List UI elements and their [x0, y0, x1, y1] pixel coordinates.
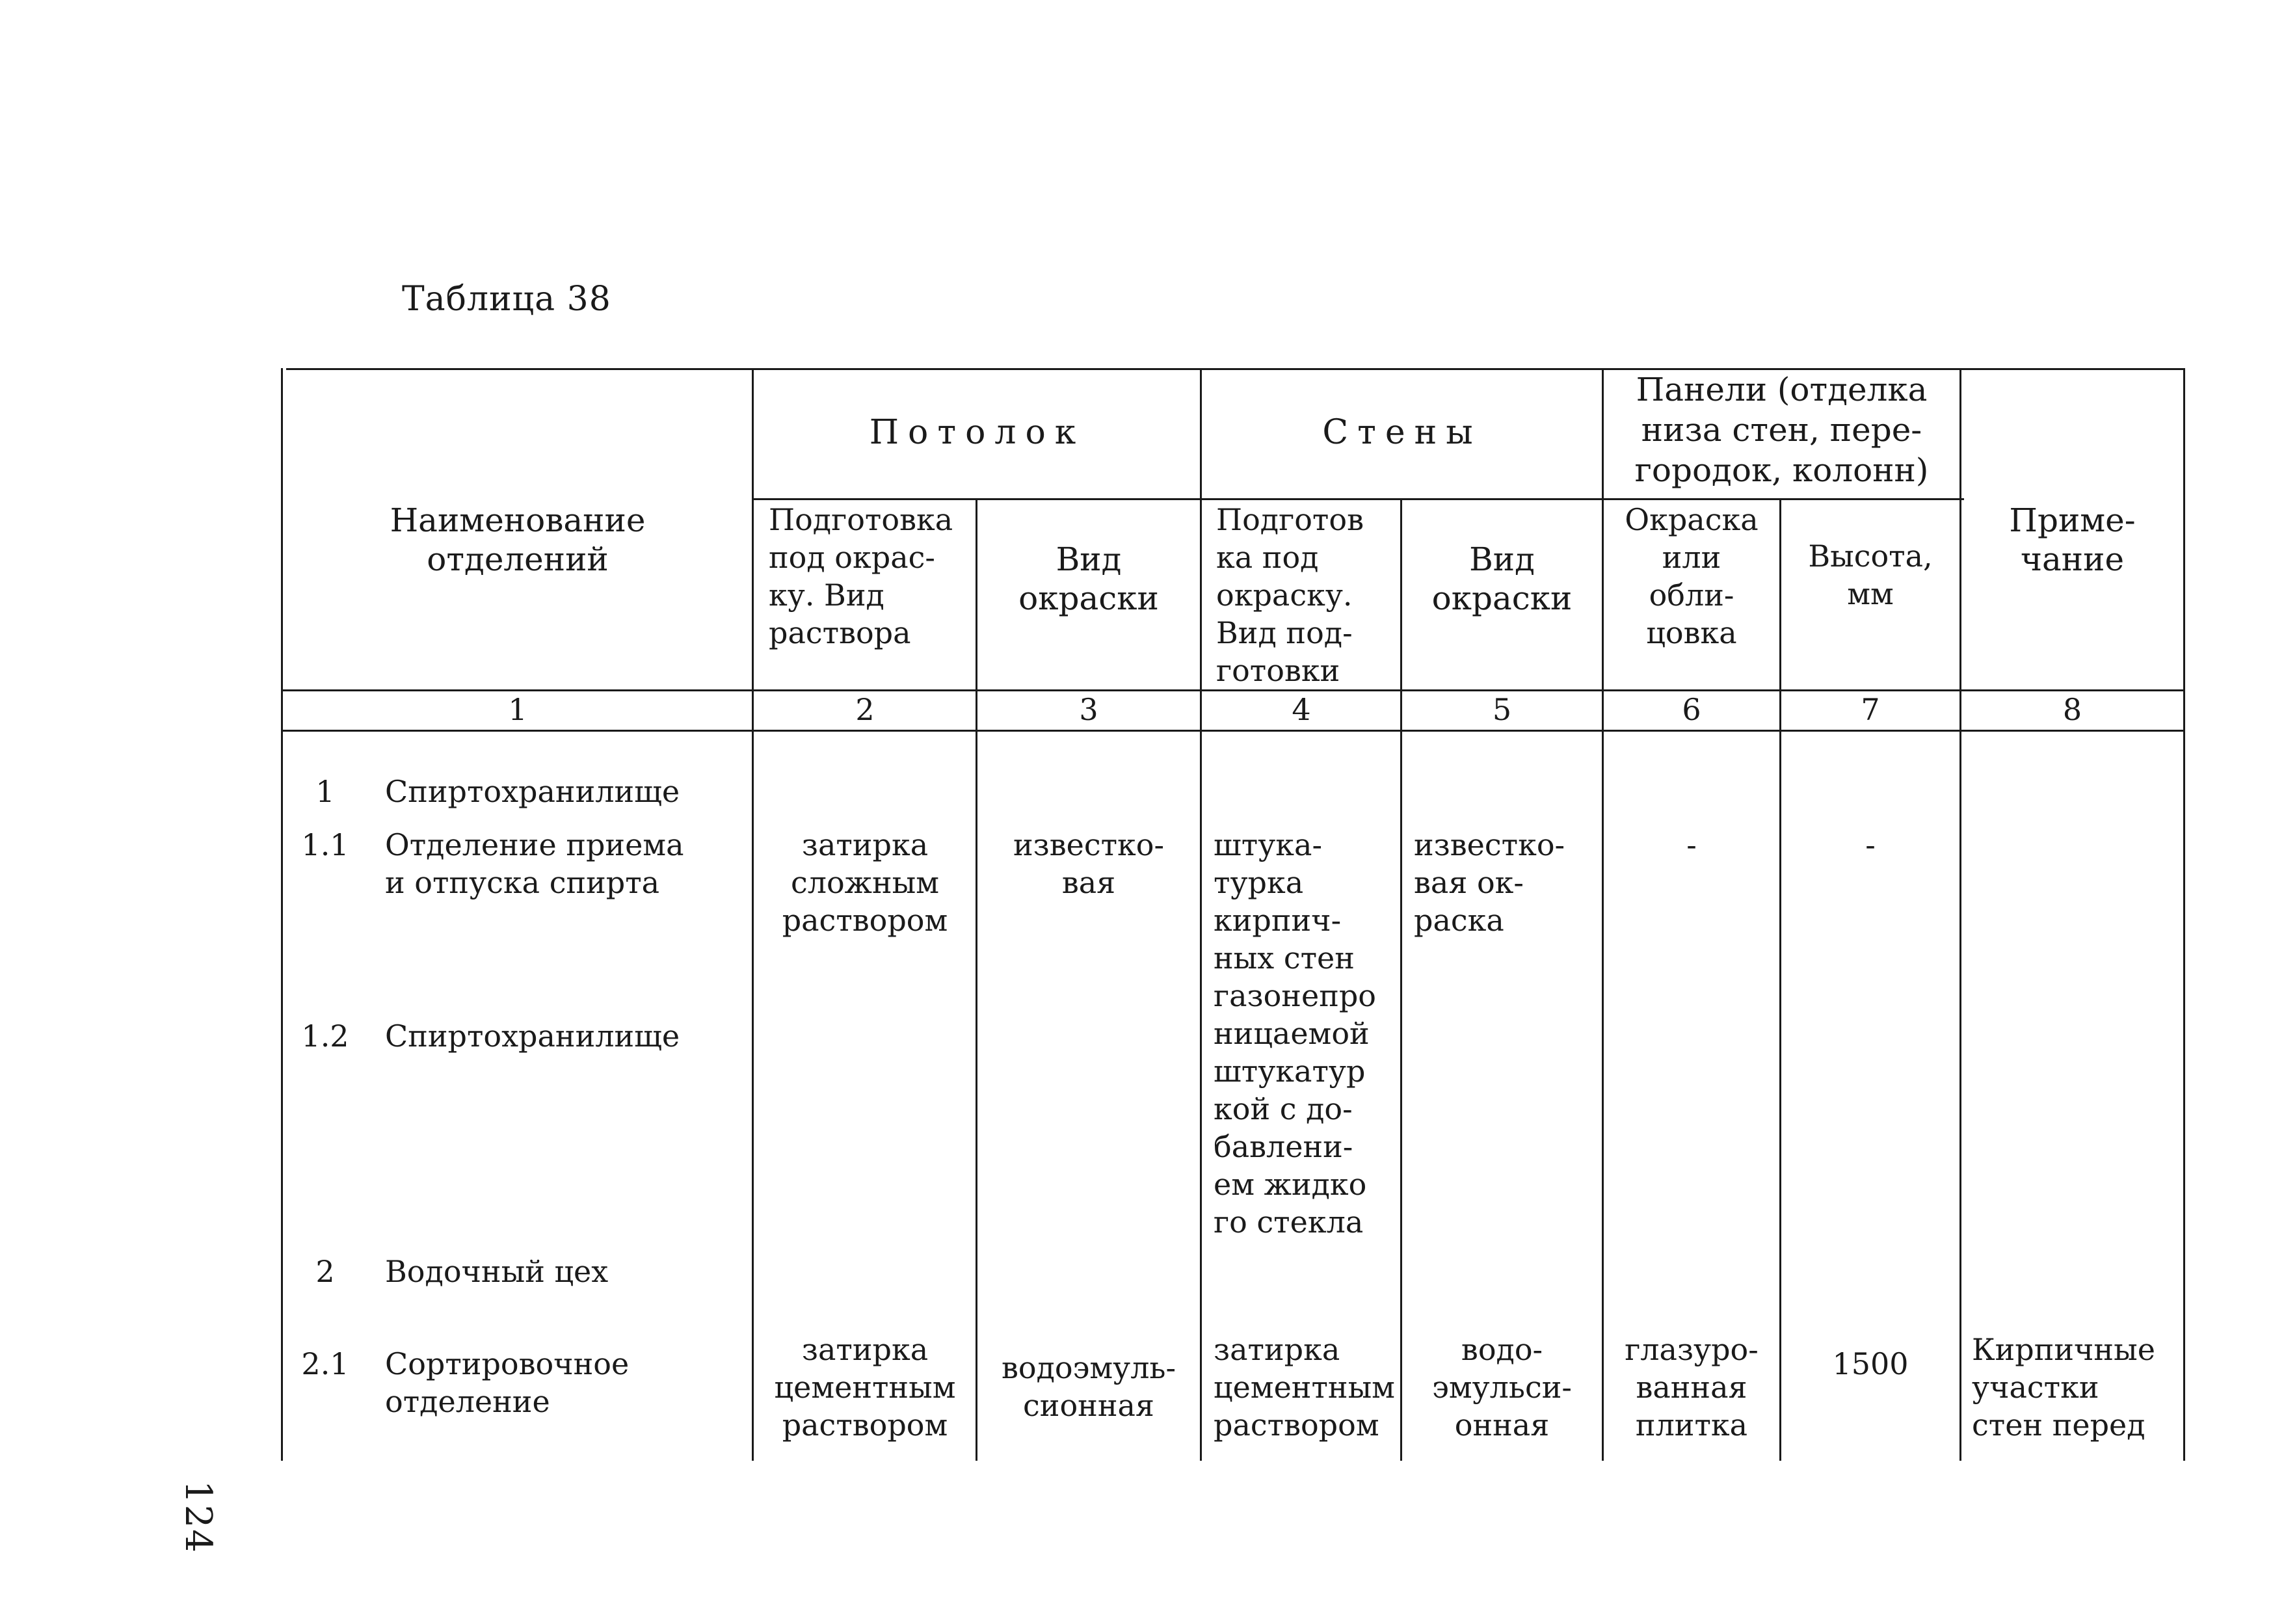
col-divider-1 — [752, 368, 754, 1461]
col-divider-2 — [976, 498, 977, 1461]
header-walls-group: Стены — [1322, 413, 1482, 452]
col-divider-3 — [1200, 368, 1202, 1461]
header-note-column: Приме- чание — [2009, 501, 2136, 578]
row-ceiling-paint: водоэмуль- сионная — [1001, 1350, 1176, 1423]
row-walls-prep: штука- турка кирпич- ных стен газонепро ницаемой штукатур кой с до- бавлени- ем жидко го стекла — [1214, 827, 1376, 1240]
table-left-border — [281, 368, 283, 1461]
row-name: Спиртохранилище — [385, 1018, 680, 1054]
row-note: Кирпичные участки стен перед — [1972, 1332, 2155, 1443]
row-ceiling-prep: затирка сложным раствором — [782, 827, 948, 938]
header-panels-group: Панели (отделка низа стен, пере- городок, колонн) — [1634, 371, 1929, 489]
column-number: 7 — [1861, 692, 1880, 727]
header-panels-height: Высота, мм — [1808, 539, 1933, 611]
header-ceiling-prep: Подготовка под окрас- ку. Вид раствора — [769, 502, 953, 650]
header-panels-finish: Окраска или обли- цовка — [1625, 502, 1759, 650]
row-number: 2 — [315, 1254, 335, 1289]
col-divider-4 — [1400, 498, 1402, 1461]
row-name: Водочный цех — [385, 1254, 609, 1289]
column-number: 5 — [1492, 692, 1512, 727]
header-name-column: Наименование отделений — [390, 501, 646, 578]
row-panels-height: - — [1865, 827, 1876, 862]
column-number: 2 — [855, 692, 875, 727]
row-walls-paint: водо- эмульси- онная — [1432, 1332, 1572, 1443]
row-panels-height: 1500 — [1832, 1346, 1909, 1381]
row-ceiling-paint: известко- вая — [1013, 827, 1165, 900]
row-name: Сортировочное отделение — [385, 1346, 630, 1419]
row-number: 1.2 — [301, 1018, 349, 1054]
column-number: 8 — [2062, 692, 2082, 727]
row-panels-finish: глазуро- ванная плитка — [1625, 1332, 1759, 1443]
row-number: 1 — [315, 774, 335, 809]
header-ceiling-paint: Вид окраски — [1018, 540, 1159, 617]
row-name: Отделение приема и отпуска спирта — [385, 827, 684, 900]
number-row-bottom-border — [281, 730, 2185, 732]
column-number: 1 — [508, 692, 527, 727]
page-number: 124 — [176, 1480, 219, 1554]
column-number: 6 — [1682, 692, 1701, 727]
row-number: 1.1 — [301, 827, 349, 862]
row-panels-finish: - — [1686, 827, 1697, 862]
header-walls-prep: Подготов ка под окраску. Вид под- готовки — [1216, 502, 1364, 688]
header-divider — [753, 498, 1964, 500]
row-walls-paint: известко- вая ок- раска — [1414, 827, 1565, 938]
header-ceiling-group: Потолок — [869, 413, 1085, 452]
row-walls-prep: затирка цементным раствором — [1214, 1332, 1395, 1443]
column-number: 4 — [1292, 692, 1311, 727]
row-ceiling-prep: затирка цементным раствором — [774, 1332, 956, 1443]
column-number: 3 — [1079, 692, 1098, 727]
row-number: 2.1 — [301, 1346, 349, 1381]
row-name: Спиртохранилище — [385, 774, 680, 809]
table-caption: Таблица 38 — [402, 280, 611, 319]
table-right-border — [2183, 368, 2185, 1461]
header-walls-paint: Вид окраски — [1431, 540, 1573, 617]
col-divider-6 — [1779, 498, 1781, 1461]
